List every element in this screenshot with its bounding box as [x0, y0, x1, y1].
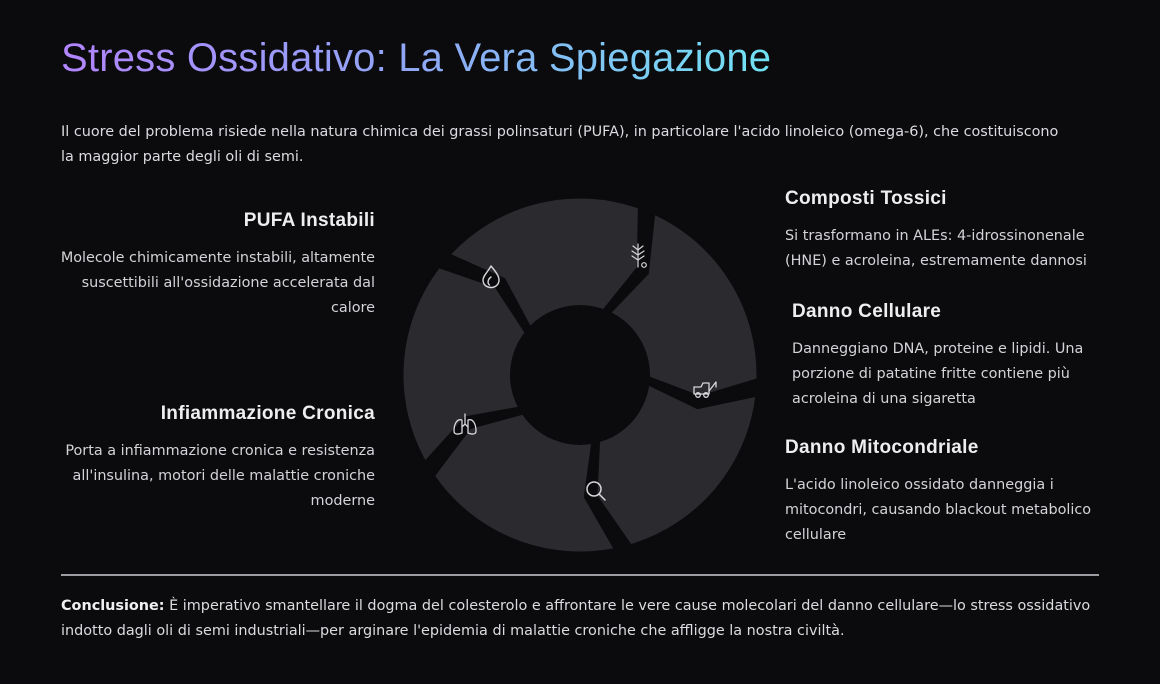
- card-infiammazione: [60, 403, 375, 514]
- card-infiammazione-text: Porta a infiammazione cronica e resistenza all'insulina, motori delle malattie croniche moderne: [65, 443, 375, 509]
- page-title: Stress Ossidativo: La Vera Spiegazione: [61, 36, 772, 80]
- conclusion: [61, 594, 1101, 644]
- card-infiammazione-title: Infiammazione Cronica: [160, 403, 375, 424]
- card-mitocondriale: [785, 437, 1105, 548]
- card-mitocondriale-text: L'acido linoleico ossidato danneggia i mitocondri, causando blackout metabolico cellulare: [785, 477, 1092, 543]
- conclusion-label: Conclusione:: [61, 598, 165, 614]
- card-pufa: [60, 210, 375, 321]
- card-pufa-text: Molecole chimicamente instabili, altamente suscettibili all'ossidazione accelerata dal calore: [60, 250, 375, 316]
- card-cellulare-text: Danneggiano DNA, proteine e lipidi. Una porzione di patatine fritte contiene più acroleina di una sigaretta: [792, 341, 1084, 407]
- card-pufa-title: PUFA Instabili: [243, 210, 375, 231]
- card-mitocondriale-title: Danno Mitocondriale: [785, 437, 979, 458]
- card-cellulare-title: Danno Cellulare: [792, 301, 942, 322]
- card-tossici-title: Composti Tossici: [785, 188, 947, 209]
- wheel-hole: [510, 305, 650, 445]
- card-tossici: [785, 188, 1105, 274]
- card-cellulare: [792, 301, 1092, 412]
- cycle-wheel: [390, 185, 770, 565]
- intro-paragraph: Il cuore del problema risiede nella natura chimica dei grassi polinsaturi (PUFA), in particolare l'acido linoleico (omega-6), che costituiscono la maggior parte degli oli di semi.: [61, 124, 1059, 165]
- card-tossici-text: Si trasformano in ALEs: 4-idrossinonenale (HNE) e acroleina, estremamente dannosi: [785, 228, 1087, 269]
- conclusion-text: È imperativo smantellare il dogma del colesterolo e affrontare le vere cause molecolari del danno cellulare—lo stress ossidativo indotto dagli oli di semi industriali—per arginare l'epidemia di malattie croniche che affligge la nostra civiltà.: [61, 598, 1091, 639]
- divider: [61, 574, 1099, 576]
